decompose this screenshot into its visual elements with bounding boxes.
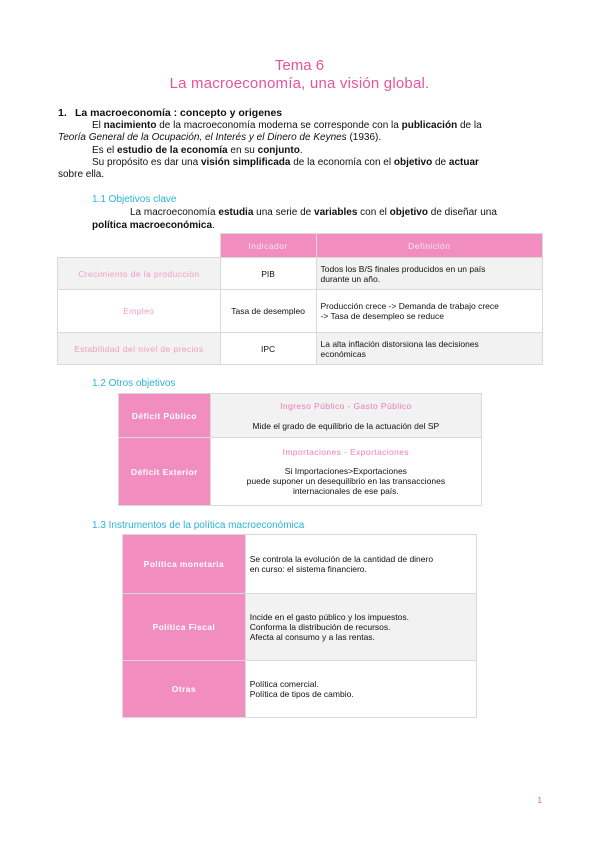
other-objectives-table bbox=[118, 393, 482, 506]
column-header: Indicador bbox=[220, 234, 316, 258]
page-number: 1 bbox=[537, 796, 542, 805]
formula-text: Ingreso Público - Gasto Público bbox=[280, 400, 412, 411]
paragraph-purpose: Su propósito es dar una visión simplificada de la economía con el objetivo de actuar bbox=[92, 157, 479, 168]
paragraph-objectives: La macroeconomía estudia una serie de variables con el objetivo de diseñar una bbox=[130, 207, 497, 218]
page-subtitle: La macroeconomía, una visión global. bbox=[169, 75, 430, 92]
subsection-heading-1-1: 1.1 Objetivos clave bbox=[92, 194, 177, 205]
table-row bbox=[58, 258, 543, 290]
description-cell bbox=[210, 438, 481, 506]
table-header-row bbox=[58, 234, 543, 258]
indicator-cell: IPC bbox=[220, 333, 316, 365]
formula-text: Importaciones - Exportaciones bbox=[282, 447, 410, 457]
table-row bbox=[119, 394, 482, 438]
section-number: 1. bbox=[58, 107, 67, 119]
definition-cell: Producción crece -> Demanda de trabajo crece -> Tasa de desempleo se reduce bbox=[316, 290, 542, 333]
objectives-table bbox=[57, 233, 543, 365]
row-label: Déficit Exterior bbox=[119, 438, 211, 506]
paragraph-study: Es el estudio de la economía en su conjunto. bbox=[92, 145, 303, 156]
column-header: Definición bbox=[316, 234, 542, 258]
table-row bbox=[123, 535, 477, 594]
description-cell: Incide en el gasto público y los impuestos. Conforma la distribución de recursos. Afecta al consumo y a las rentas. bbox=[245, 594, 476, 661]
row-label: Estabilidad del nivel de precios bbox=[58, 333, 221, 365]
paragraph-origin: El nacimiento de la macroeconomía moderna se corresponde con la publicación de la bbox=[92, 120, 482, 131]
description-cell: Política comercial. Política de tipos de cambio. bbox=[245, 661, 476, 718]
description-line: internacionales de ese país. bbox=[292, 486, 399, 496]
definition-cell: La alta inflación distorsiona las decisiones económicas bbox=[316, 333, 542, 365]
row-label: Otras bbox=[123, 661, 246, 718]
paragraph-origin-cont: Teoría General de la Ocupación, el Interés y el Dinero de Keynes (1936). bbox=[58, 132, 382, 143]
row-label: Déficit Público bbox=[119, 394, 211, 438]
section-heading-text: La macroeconomía : concepto y origenes bbox=[75, 107, 283, 119]
description-line: Mide el grado de equilibrio de la actuación del SP bbox=[252, 420, 440, 431]
indicator-cell: Tasa de desempleo bbox=[220, 290, 316, 333]
description-cell: Se controla la evolución de la cantidad de dinero en curso: el sistema financiero. bbox=[245, 535, 476, 594]
row-label: Empleo bbox=[58, 290, 221, 333]
paragraph-objectives-cont: política macroeconómica. bbox=[92, 220, 215, 231]
table-row bbox=[123, 661, 477, 718]
paragraph-purpose-cont: sobre ella. bbox=[58, 169, 105, 180]
table-row bbox=[123, 594, 477, 661]
definition-cell: Todos los B/S finales producidos en un país durante un año. bbox=[316, 258, 542, 290]
table-row bbox=[58, 333, 543, 365]
description-line: puede suponer un desequilibrio en las transacciones bbox=[246, 476, 446, 486]
description-cell bbox=[210, 394, 481, 438]
table-row bbox=[119, 438, 482, 506]
row-label: Crecimiento de la producción bbox=[58, 258, 221, 290]
description-line: Si Importaciones>Exportaciones bbox=[284, 466, 407, 476]
page-title: Tema 6 bbox=[274, 57, 325, 74]
table-row bbox=[58, 290, 543, 333]
section-heading bbox=[58, 107, 282, 119]
row-label: Política Fiscal bbox=[123, 594, 246, 661]
row-label: Política monetaria bbox=[123, 535, 246, 594]
indicator-cell: PIB bbox=[220, 258, 316, 290]
subsection-heading-1-3: 1.3 Instrumentos de la política macroeconómica bbox=[92, 520, 305, 531]
subsection-heading-1-2: 1.2 Otros objetivos bbox=[92, 378, 176, 389]
instruments-table bbox=[122, 534, 477, 718]
